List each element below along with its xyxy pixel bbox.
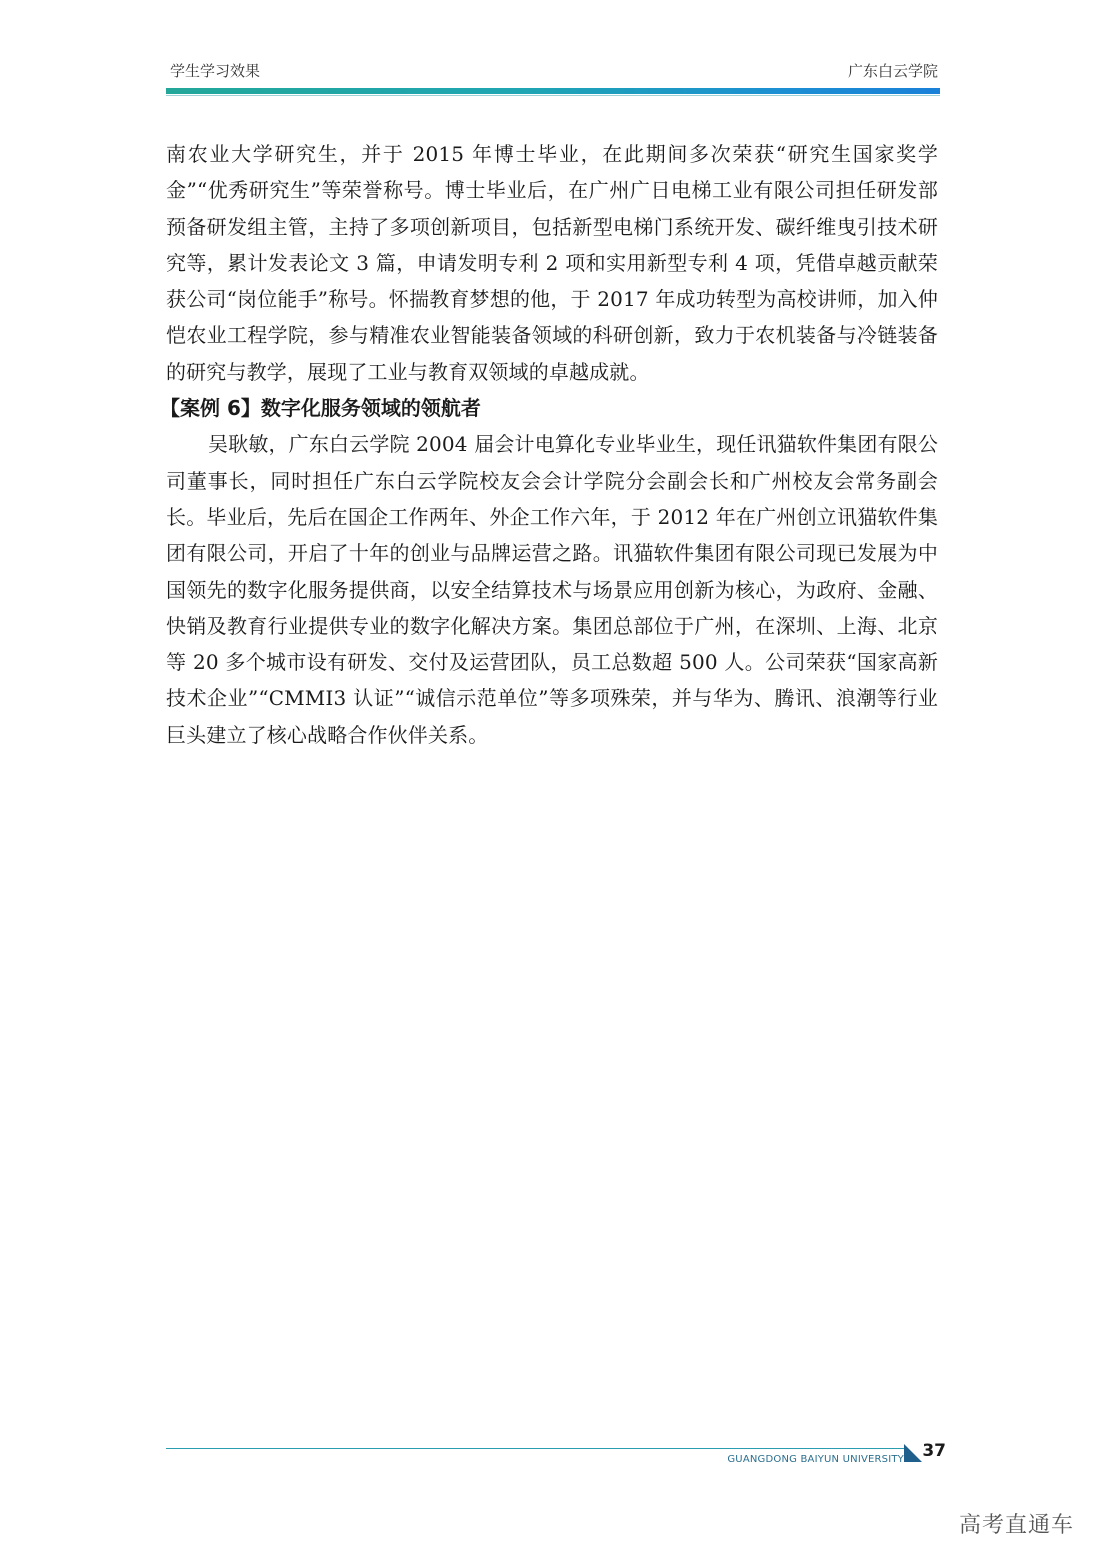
footer-triangle-icon xyxy=(904,1444,922,1462)
document-body xyxy=(160,136,938,753)
footer-university-name: GUANGDONG BAIYUN UNIVERSITY xyxy=(727,1454,904,1465)
watermark: 高考直通车 xyxy=(958,1513,1074,1538)
page-footer xyxy=(166,1440,946,1470)
paragraph-case-6: 吴耿敏，广东白云学院 2004 届会计电算化专业毕业生，现任讯猫软件集团有限公司董事长，同时担任广东白云学院校友会会计学院分会副会长和广州校友会常务副会长。毕业后，先后在国企工作两年、外企工作六年，于 2012 年在广州创立讯猫软件集团有限公司，开启了十年的创业与品牌运营之路。讯猫软件集团有限公司现已发展为中国领先的数字化服务提供商，以安全结算技术与场景应用创新为核心，为政府、金融、快销及教育行业提供专业的数字化解决方案。集团总部位于广州，在深圳、上海、北京等 20 多个城市设有研发、交付及运营团队，员工总数超 500 人。公司荣获“国家高新技术企业”“CMMI3 认证”“诚信示范单位”等多项殊荣，并与华为、腾讯、浪潮等行业巨头建立了核心战略合作伙伴关系。 xyxy=(166,432,938,747)
header-gradient-bar xyxy=(166,88,940,94)
case-heading: 【案例 6】数字化服务领域的领航者 xyxy=(160,396,481,421)
page-number: 37 xyxy=(922,1441,946,1461)
section-title: 学生学习效果 xyxy=(170,62,261,80)
header-thin-rule xyxy=(166,95,940,96)
institution-name: 广东白云学院 xyxy=(847,62,938,80)
footer-rule xyxy=(166,1448,908,1449)
paragraph-continuation: 南农业大学研究生，并于 2015 年博士毕业，在此期间多次荣获“研究生国家奖学金”“优秀研究生”等荣誉称号。博士毕业后，在广州广日电梯工业有限公司担任研发部预备研发组主管，主持了多项创新项目，包括新型电梯门系统开发、碳纤维曳引技术研究等，累计发表论文 3 篇，申请发明专利 2 项和实用新型专利 4 项，凭借卓越贡献荣获公司“岗位能手”称号。怀揣教育梦想的他，于 2017 年成功转型为高校讲师，加入仲恺农业工程学院，参与精准农业智能装备领域的科研创新，致力于农机装备与冷链装备的研究与教学，展现了工业与教育双领域的卓越成就。 xyxy=(166,142,938,384)
page-header xyxy=(166,60,940,100)
